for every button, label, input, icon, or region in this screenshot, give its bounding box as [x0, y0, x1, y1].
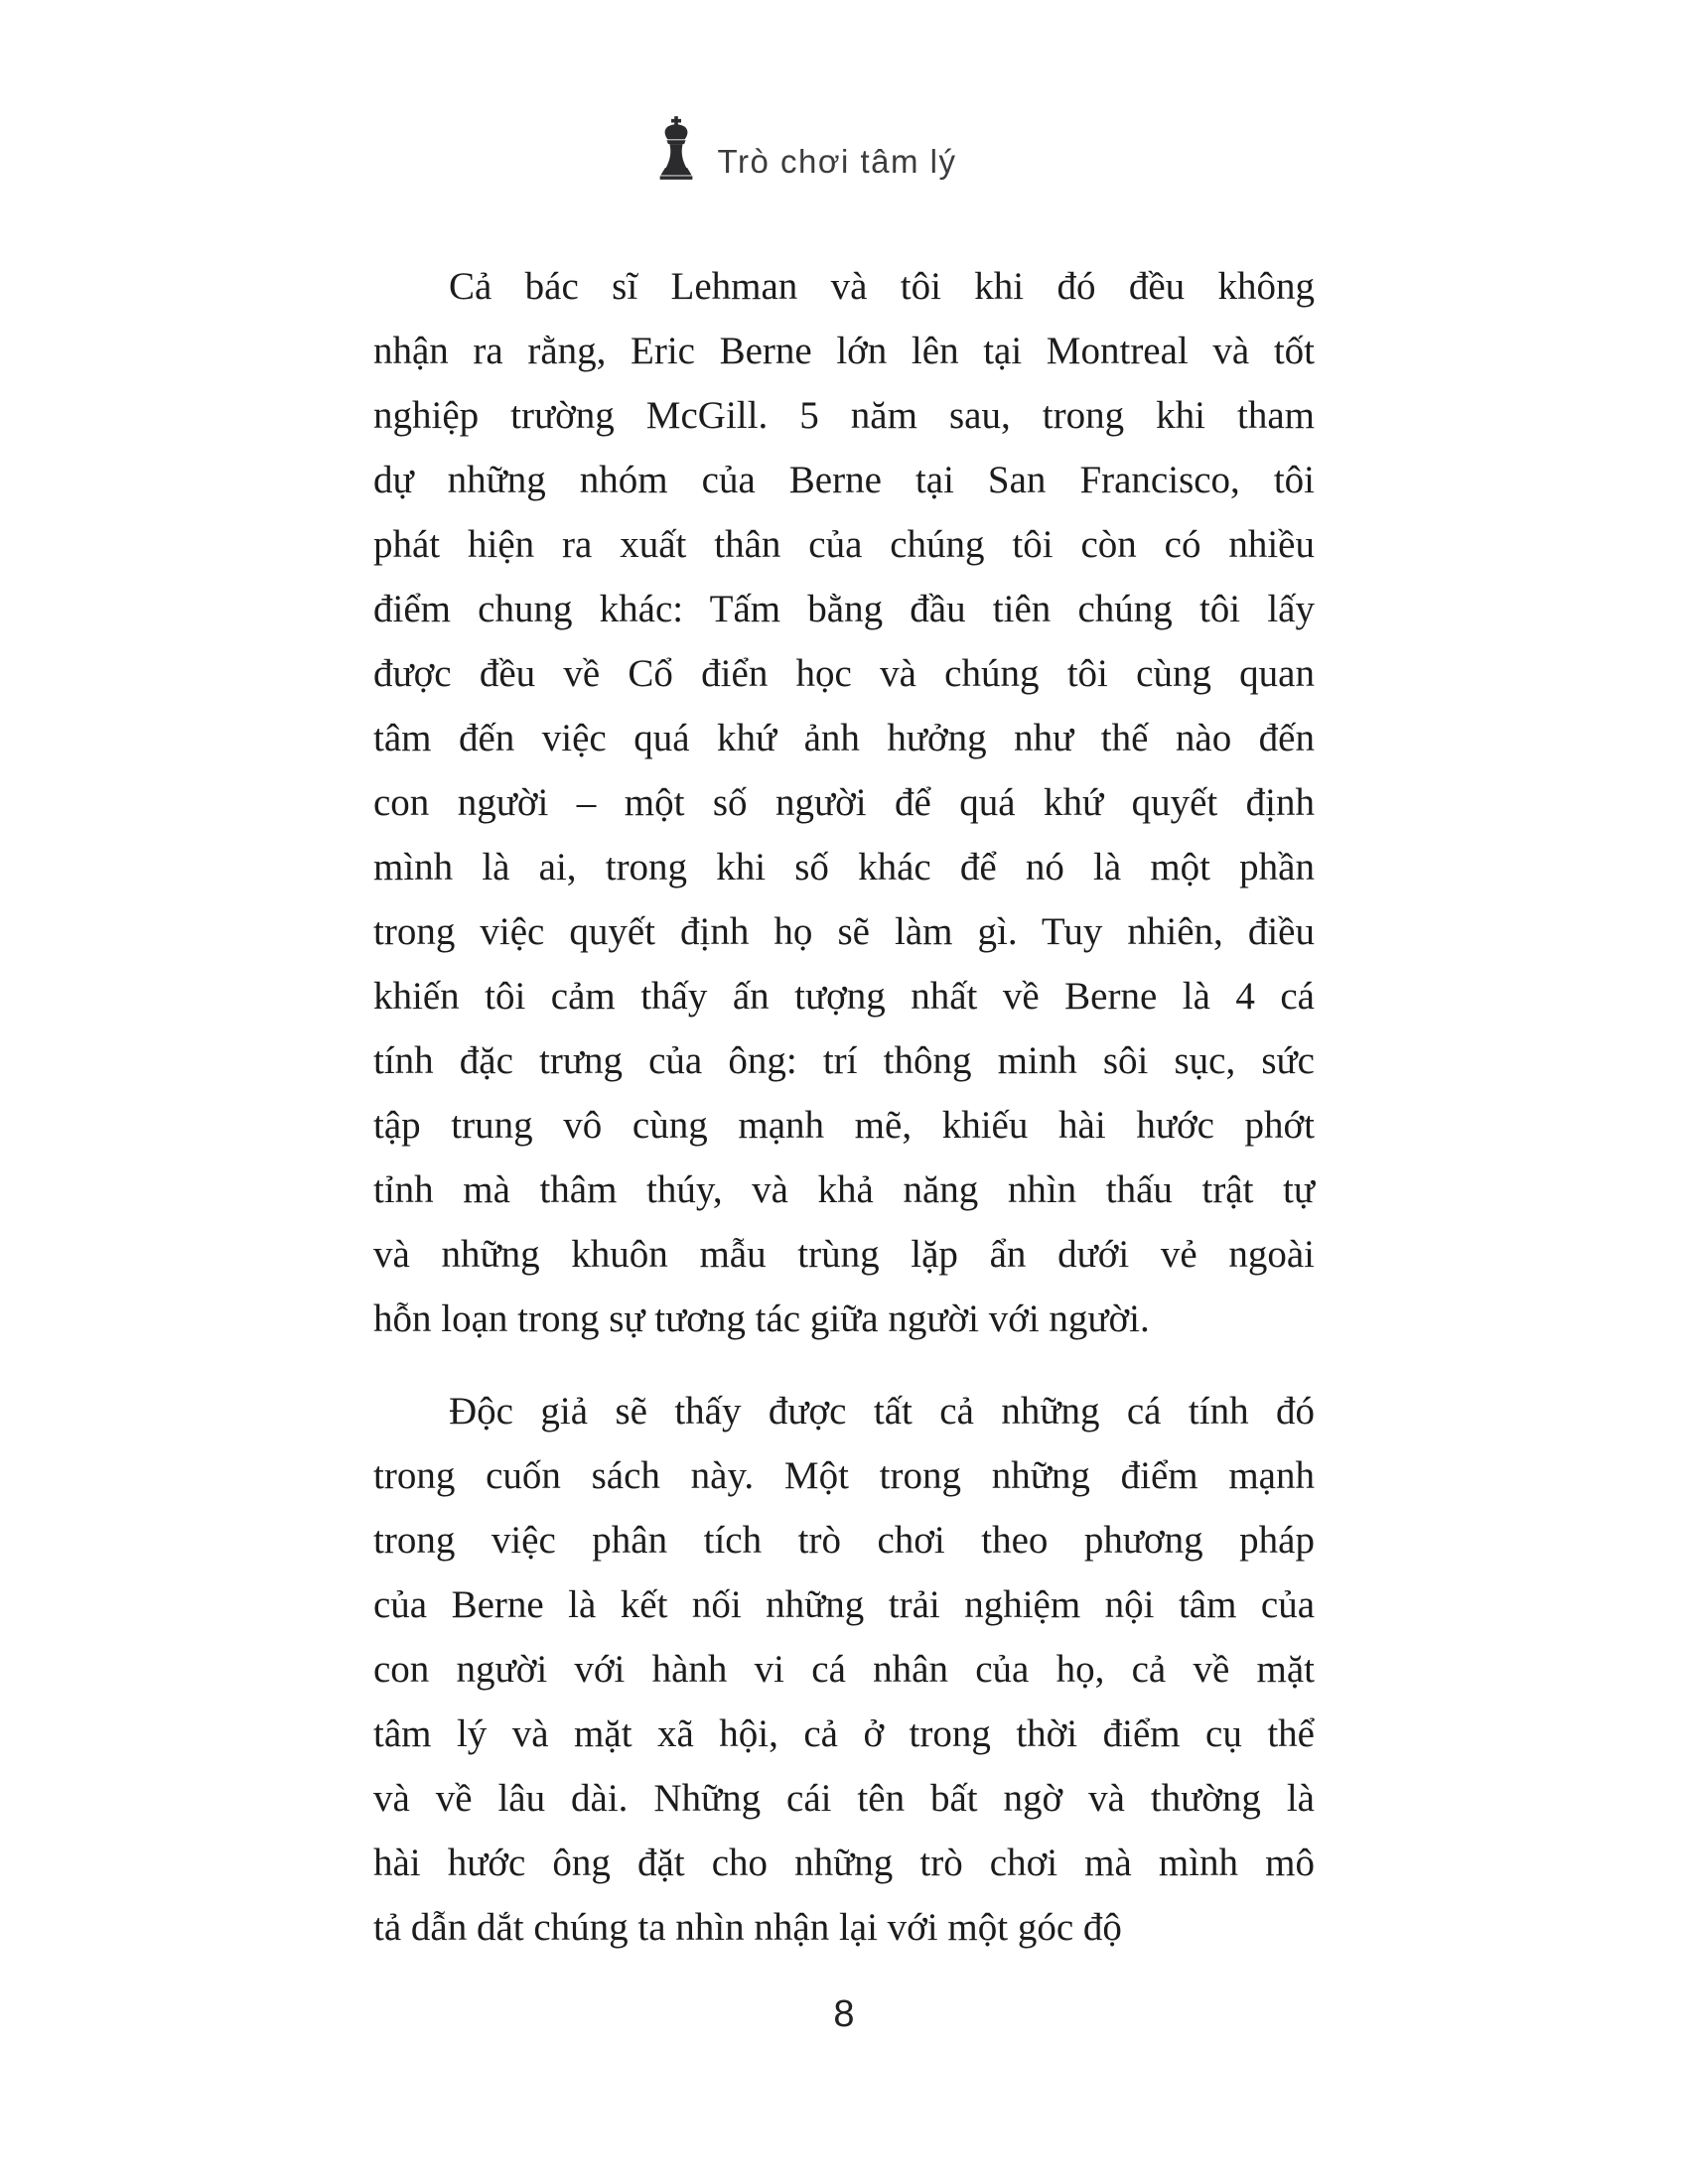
text-line: hỗn loạn trong sự tương tác giữa người với người.: [373, 1297, 1150, 1340]
running-header-title: Trò chơi tâm lý: [717, 143, 957, 180]
body-text: [373, 254, 1315, 1960]
text-line: tỉnh mà thâm thúy, và khả năng nhìn thấu trật tự: [373, 1168, 1315, 1211]
text-line: nghiệp trường McGill. 5 năm sau, trong khi tham: [373, 394, 1315, 437]
text-line: và những khuôn mẫu trùng lặp ẩn dưới vẻ ngoài: [373, 1233, 1315, 1276]
text-line: trong việc phân tích trò chơi theo phương pháp: [373, 1519, 1315, 1562]
text-line: nhận ra rằng, Eric Berne lớn lên tại Montreal và tốt: [373, 330, 1315, 372]
text-line: được đều về Cổ điển học và chúng tôi cùng quan: [373, 652, 1315, 695]
text-line: Cả bác sĩ Lehman và tôi khi đó đều không: [449, 265, 1315, 308]
text-line: tâm lý và mặt xã hội, cả ở trong thời điểm cụ thể: [373, 1712, 1315, 1755]
text-line: con người – một số người để quá khứ quyết định: [373, 781, 1315, 824]
text-line: điểm chung khác: Tấm bằng đầu tiên chúng tôi lấy: [373, 588, 1315, 630]
text-line: tập trung vô cùng mạnh mẽ, khiếu hài hước phớt: [373, 1104, 1315, 1147]
text-line: trong việc quyết định họ sẽ làm gì. Tuy nhiên, điều: [373, 910, 1315, 953]
text-line: tả dẫn dắt chúng ta nhìn nhận lại với một góc độ: [373, 1906, 1122, 1949]
page-footer: [373, 1993, 1315, 2036]
text-line: Độc giả sẽ thấy được tất cả những cá tính đó: [449, 1390, 1315, 1433]
text-line: dự những nhóm của Berne tại San Francisco, tôi: [373, 459, 1315, 501]
text-line: con người với hành vi cá nhân của họ, cả về mặt: [373, 1648, 1315, 1691]
text-line: phát hiện ra xuất thân của chúng tôi còn có nhiều: [373, 523, 1315, 566]
text-line: trong cuốn sách này. Một trong những điểm mạnh: [373, 1454, 1315, 1497]
text-line: tâm đến việc quá khứ ảnh hưởng như thế nào đến: [373, 717, 1315, 759]
text-line: của Berne là kết nối những trải nghiệm nội tâm của: [373, 1583, 1315, 1626]
paragraph: [373, 254, 1315, 1351]
paragraph: [373, 1379, 1315, 1960]
text-line: khiến tôi cảm thấy ấn tượng nhất về Berne là 4 cá: [373, 975, 1315, 1018]
text-line: mình là ai, trong khi số khác để nó là một phần: [373, 846, 1315, 888]
running-header: [336, 115, 1277, 181]
text-line: tính đặc trưng của ông: trí thông minh sôi sục, sức: [373, 1039, 1315, 1082]
page-number: 8: [833, 1993, 855, 2035]
text-line: và về lâu dài. Những cái tên bất ngờ và thường là: [373, 1777, 1315, 1820]
chess-king-icon: [656, 115, 696, 181]
text-line: hài hước ông đặt cho những trò chơi mà mình mô: [373, 1842, 1315, 1884]
